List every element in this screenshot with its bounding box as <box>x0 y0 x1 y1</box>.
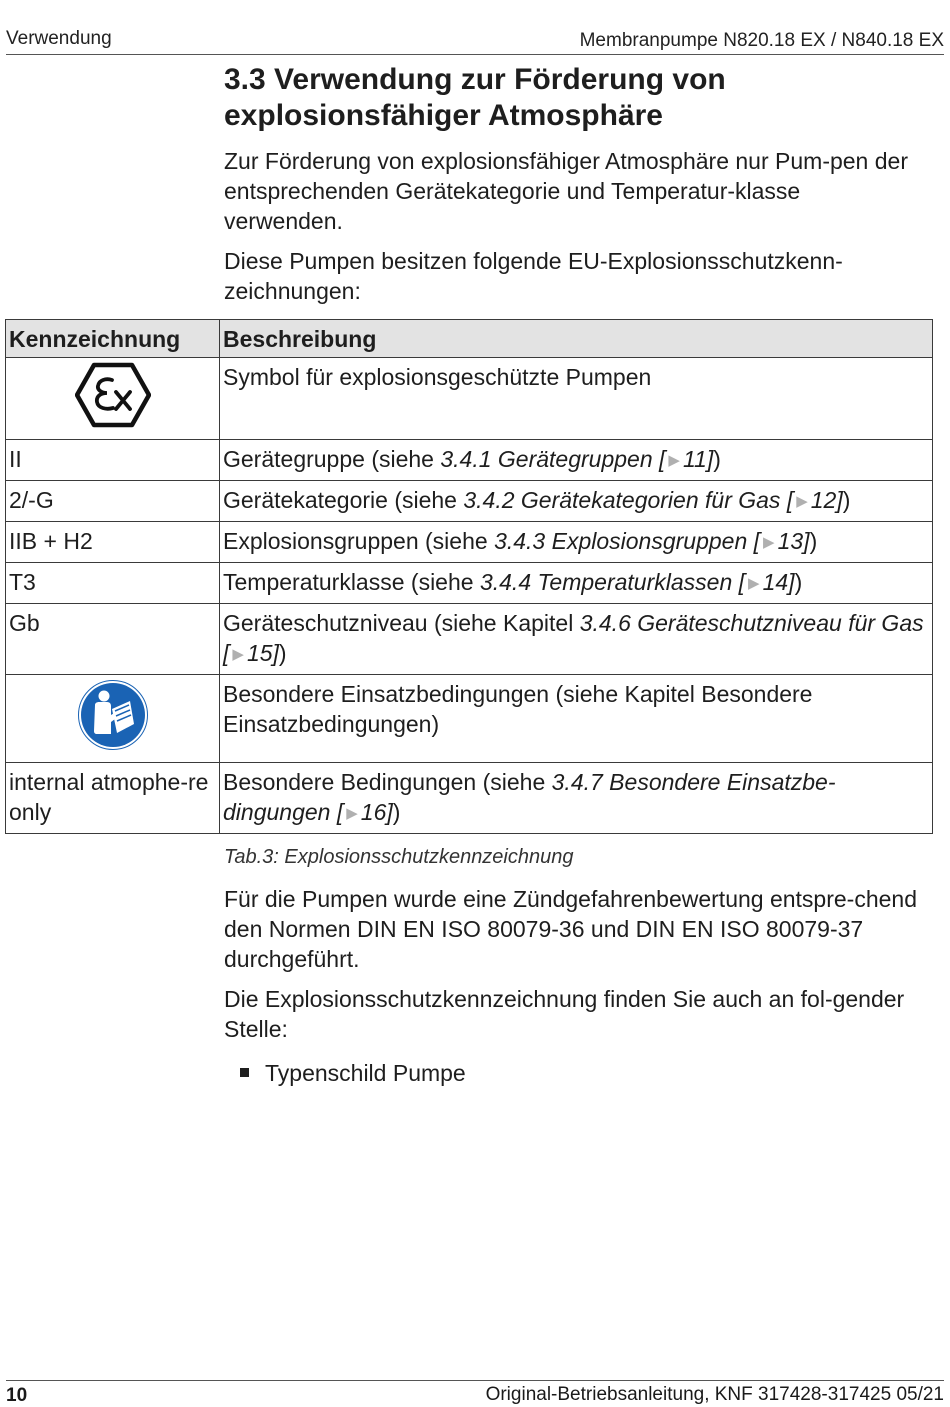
description-cell: Symbol für explosionsgeschützte Pumpen <box>220 358 933 440</box>
description-cell: Explosionsgruppen (siehe 3.4.3 Explosionsgruppen [ ▶ 13]) <box>220 522 933 563</box>
page-arrow-icon: ▶ <box>796 493 808 510</box>
table-row <box>6 358 933 440</box>
page-arrow-icon: ▶ <box>763 534 775 551</box>
marking-cell: internal atmophe-re only <box>6 763 220 834</box>
marking-cell: Gb <box>6 604 220 675</box>
page-number: 10 <box>6 1385 28 1406</box>
table-row <box>6 675 933 763</box>
table-caption: Tab.3: Explosionsschutzkennzeichnung <box>224 846 574 868</box>
table-row <box>6 604 933 675</box>
paragraph-intro: Zur Förderung von explosionsfähiger Atmosphäre nur Pum-pen der entsprechenden Gerätekategorie und Temperatur-klasse verwenden. <box>224 148 908 234</box>
table-row <box>6 522 933 563</box>
list-item: Typenschild Pumpe <box>240 1058 466 1088</box>
cross-reference-link[interactable]: 3.4.6 Geräteschutzniveau für Gas [ ▶ 15] <box>223 610 924 666</box>
footer-doc-reference: Original-Betriebsanleitung, KNF 317428-317425 05/21 <box>485 1384 944 1405</box>
description-cell: Geräteschutzniveau (siehe Kapitel 3.4.6 Geräteschutzniveau für Gas [ ▶ 15]) <box>220 604 933 675</box>
page-arrow-icon: ▶ <box>748 575 760 592</box>
column-header-marking: Kennzeichnung <box>6 320 220 358</box>
cross-reference-link[interactable]: 3.4.4 Temperaturklassen [ ▶ 14] <box>479 569 795 595</box>
description-cell: Temperaturklasse (siehe 3.4.4 Temperaturklassen [ ▶ 14]) <box>220 563 933 604</box>
column-header-description: Beschreibung <box>220 320 933 358</box>
header-section: Verwendung <box>6 28 112 49</box>
description-cell: Besondere Bedingungen (siehe 3.4.7 Besondere Einsatzbe-dingungen [ ▶ 16]) <box>220 763 933 834</box>
table-row <box>6 563 933 604</box>
paragraph-assessment: Für die Pumpen wurde eine Zündgefahrenbewertung entspre-chend den Normen DIN EN ISO 80079-36 und DIN EN ISO 80079-37 durchgeführt. <box>224 886 917 972</box>
header-product: Membranpumpe N820.18 EX / N840.18 EX <box>579 30 944 51</box>
marking-cell: IIB + H2 <box>6 522 220 563</box>
table-header-row <box>6 320 933 358</box>
marking-cell <box>6 675 220 763</box>
cross-reference-link[interactable]: 3.4.3 Explosionsgruppen [ ▶ 13] <box>494 528 810 554</box>
page-arrow-icon: ▶ <box>346 805 358 822</box>
table-row <box>6 763 933 834</box>
marking-cell: II <box>6 440 220 481</box>
marking-cell <box>6 358 220 440</box>
cross-reference-link[interactable]: 3.4.7 Besondere Einsatzbe-dingungen [ ▶ 16] <box>223 769 836 825</box>
description-cell: Gerätekategorie (siehe 3.4.2 Gerätekategorien für Gas [ ▶ 12]) <box>220 481 933 522</box>
page-header <box>6 26 944 55</box>
table-row <box>6 440 933 481</box>
marking-cell: 2/-G <box>6 481 220 522</box>
cross-reference-link[interactable]: 3.4.1 Gerätegruppen [ ▶ 11] <box>440 446 714 472</box>
paragraph-location: Die Explosionsschutzkennzeichnung finden Sie auch an fol-gender Stelle: <box>224 986 905 1042</box>
cross-reference-link[interactable]: 3.4.2 Gerätekategorien für Gas [ ▶ 12] <box>463 487 843 513</box>
page-arrow-icon: ▶ <box>232 646 244 663</box>
ex-hexagon-icon <box>75 362 151 428</box>
marking-cell: T3 <box>6 563 220 604</box>
bullet-square-icon <box>240 1068 249 1077</box>
page-footer <box>6 1380 944 1407</box>
description-cell: Besondere Einsatzbedingungen (siehe Kapitel Besondere Einsatzbedingungen) <box>220 675 933 763</box>
section-heading: 3.3 Verwendung zur Förderung von explosionsfähiger Atmosphäre <box>224 63 726 132</box>
description-cell: Gerätegruppe (siehe 3.4.1 Gerätegruppen [ ▶ 11]) <box>220 440 933 481</box>
marking-table <box>5 319 933 834</box>
read-manual-icon <box>77 679 149 751</box>
paragraph-markings: Diese Pumpen besitzen folgende EU-Explosionsschutzkenn-zeichnungen: <box>224 248 843 304</box>
table-row <box>6 481 933 522</box>
page-arrow-icon: ▶ <box>668 452 680 469</box>
